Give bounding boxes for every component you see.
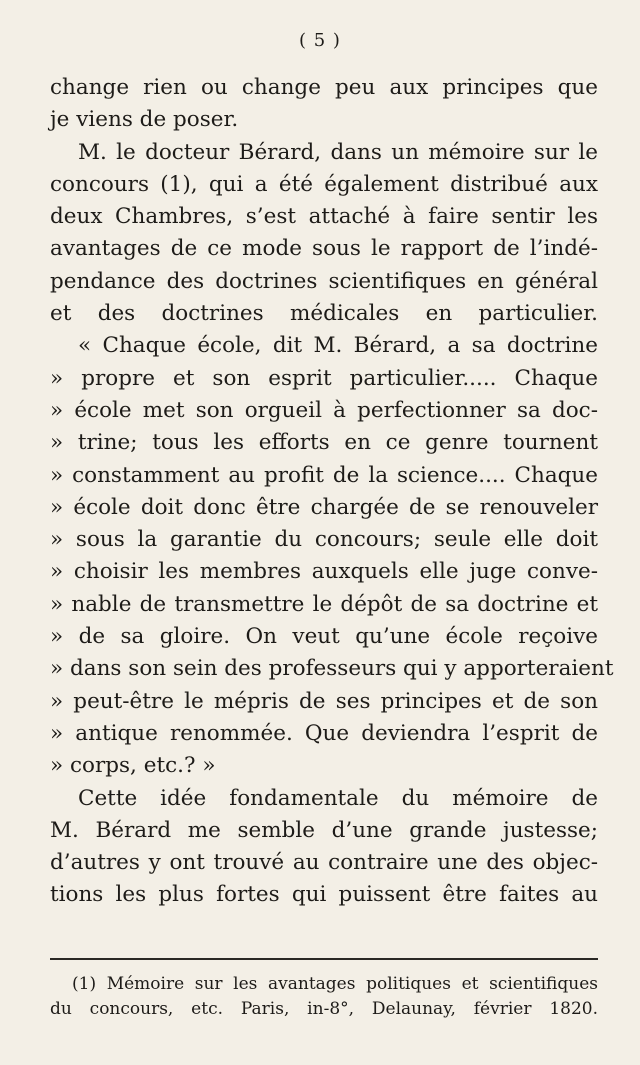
- text-line: M. Bérard me semble d’une grande justesse;: [50, 817, 598, 843]
- footnote-divider: [50, 958, 598, 960]
- text-line: change rien ou change peu aux principes que: [50, 75, 598, 100]
- text-line: deux Chambres, s’est attaché à faire sentir les: [50, 204, 598, 230]
- text-line: concours (1), qui a été également distribué aux: [50, 171, 598, 197]
- footnote-line: (1) Mémoire sur les avantages politiques et scientifiques: [72, 974, 598, 994]
- footnote: [50, 972, 598, 1022]
- text-line: et des doctrines médicales en particulier.: [50, 301, 598, 327]
- text-line: « Chaque école, dit M. Bérard, a sa doctrine: [78, 333, 598, 359]
- text-line: » école doit donc être chargée de se renouveler: [50, 494, 598, 520]
- text-line: » antique renommée. Que deviendra l’esprit de: [50, 720, 598, 746]
- text-line: d’autres y ont trouvé au contraire une des objec-: [50, 850, 598, 876]
- text-line: pendance des doctrines scientifiques en général: [50, 268, 598, 294]
- footnote-line: du concours, etc. Paris, in-8°, Delaunay, février 1820.: [50, 999, 598, 1019]
- page-number: ( 5 ): [299, 30, 341, 51]
- text-line: » école met son orgueil à perfectionner sa doc-: [50, 397, 598, 423]
- text-line: je viens de poser.: [50, 107, 239, 133]
- text-line: M. le docteur Bérard, dans un mémoire sur le: [78, 139, 598, 165]
- text-line: » peut-être le mépris de ses principes et de son: [50, 688, 598, 714]
- text-line: » trine; tous les efforts en ce genre tournent: [50, 430, 598, 456]
- text-line: » corps, etc.? »: [50, 753, 216, 779]
- text-line: » de sa gloire. On veut qu’une école reçoive: [50, 624, 598, 650]
- text-line: » constamment au profit de la science.... Chaque: [50, 462, 598, 488]
- text-line: » sous la garantie du concours; seule elle doit: [50, 527, 598, 553]
- text-line: » choisir les membres auxquels elle juge conve-: [50, 559, 598, 585]
- text-line: tions les plus fortes qui puissent être faites au: [50, 882, 598, 908]
- text-line: » nable de transmettre le dépôt de sa doctrine et: [50, 591, 598, 617]
- body-text: [50, 72, 614, 912]
- text-line: avantages de ce mode sous le rapport de l’indé-: [50, 236, 598, 262]
- text-line: » dans son sein des professeurs qui y apporteraient: [50, 656, 614, 682]
- text-line: Cette idée fondamentale du mémoire de: [78, 785, 598, 811]
- text-line: » propre et son esprit particulier..... Chaque: [50, 365, 598, 391]
